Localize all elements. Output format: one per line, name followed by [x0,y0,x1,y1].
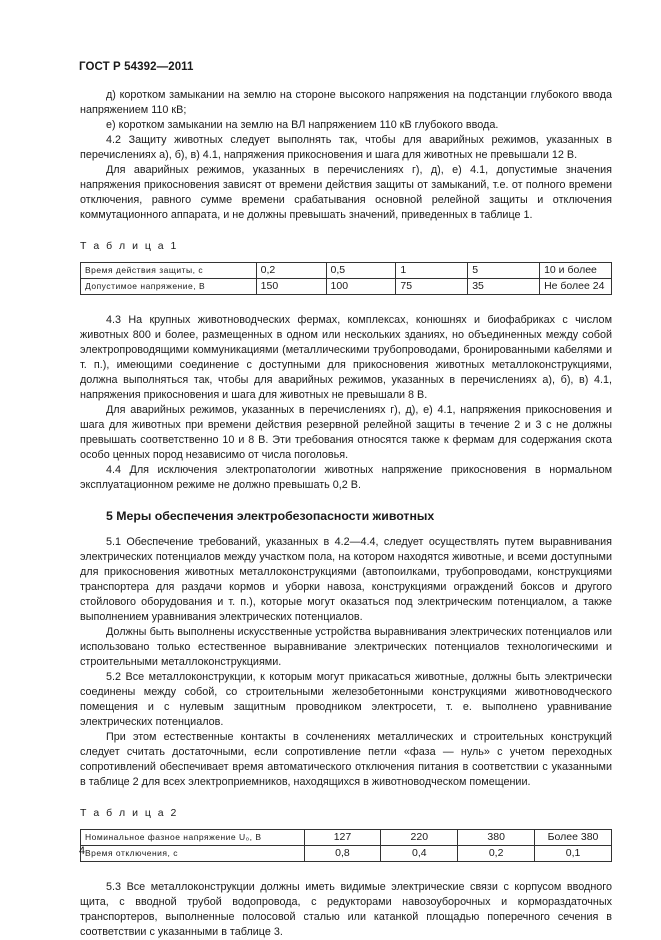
table-cell: 0,1 [535,846,612,862]
table-cell: 127 [304,830,381,846]
paragraph: Должны быть выполнены искусственные устройства выравнивания электрических потенциалов или использовано только естественное выравнивание электрических потенциалов технологическими и строительными металлоконструкциями. [80,626,612,668]
table-cell: 0,2 [458,846,535,862]
paragraph: Для аварийных режимов, указанных в перечислениях г), д), е) 4.1, допустимые значения напряжения прикосновения зависят от времени действия защиты от замыканий, т.е. от полного времени отключения, равного сумме времени срабатывания основной релейной защиты и отключения коммутационного аппарата, и не должны превышать значений, приведенных в таблице 1. [80,164,612,221]
paragraph: 5.2 Все металлоконструкции, к которым могут прикасаться животные, должны быть электрически соединены между собой, со строительными железобетонными конструкциями животноводческого помещения и с нулевым защитным проводником электросети, т. е. выполнено уравнивание электрических потенциалов. [80,671,612,728]
table-cell: 0,4 [381,846,458,862]
table-cell: 0,5 [326,263,396,279]
row-label: Время отключения, с [81,846,305,862]
paragraph: д) коротком замыкании на землю на стороне высокого напряжения на подстанции глубокого ввода напряжением 110 кВ; [80,89,612,116]
page-number: 4 [79,845,86,857]
paragraph: 5.3 Все металлоконструкции должны иметь видимые электрические связи с корпусом вводного щита, с вводной трубой водопровода, с редукторами навозоуборочных и кормораздаточных транспортеров, выполненные полосовой сталью или катанкой площадью поперечного сечения в соответствии с указанными в таблице 3. [80,881,612,938]
table-cell: 5 [468,263,540,279]
table-cell: 0,2 [256,263,326,279]
paragraph: 4.4 Для исключения электропатологии животных напряжение прикосновения в нормальном эксплуатационном режиме не должно превышать 0,2 В. [80,464,612,491]
table-cell: 220 [381,830,458,846]
document-body [80,88,612,940]
paragraph: 4.2 Защиту животных следует выполнять так, чтобы для аварийных режимов, указанных в перечислениях а), б), в) 4.1, напряжения прикосновения и шага для животных не превышали 12 В. [80,134,612,161]
table-cell: 75 [396,279,468,295]
paragraph: При этом естественные контакты в сочленениях металлических и строительных конструкций следует считать достаточными, если сопротивление петли «фаза — нуль» с учетом переходных сопротивлений обеспечивает время автоматического отключения питания в соответствии с указанными в таблице 2 для всех электроприемников, находящихся в животноводческом помещении. [80,731,612,788]
row-label: Время действия защиты, с [81,263,257,279]
table-row [81,846,612,862]
table-cell: 380 [458,830,535,846]
paragraph: е) коротком замыкании на землю на ВЛ напряжением 110 кВ глубокого ввода. [106,119,499,131]
row-label: Допустимое напряжение, В [81,279,257,295]
table-cell: Не более 24 [540,279,612,295]
table-cell: 0,8 [304,846,381,862]
table-cell: 100 [326,279,396,295]
document-header: ГОСТ Р 54392—2011 [79,61,194,73]
table1-caption: Т а б л и ц а 1 [80,240,179,252]
row-label: Номинальное фазное напряжение U₀, В [81,830,305,846]
paragraph: 5.1 Обеспечение требований, указанных в 4.2—4.4, следует осуществлять путем выравнивания электрических потенциалов между участком пола, на котором находятся животные, и всеми доступными для прикосновения животных металлоконструкциями (автопоилками, трубопроводами, конструкциями транспортера для раздачи кормов и уборки навоза, конструкциями ограждений боксов и другого стойлового оборудования и т. п.), которые могут оказаться под электрическим потенциалом, а также выполнением уравнивания электрических потенциалов. [80,536,612,623]
section-heading: 5 Меры обеспечения электробезопасности животных [106,509,435,523]
table-cell: Более 380 [535,830,612,846]
table2 [80,829,612,862]
paragraph: Для аварийных режимов, указанных в перечислениях г), д), е) 4.1, напряжения прикосновения и шага для животных при времени действия резервной релейной защиты в течение 2 и 3 с не должны превышать соответственно 10 и 8 В. Эти требования относятся также к фермам для содержания скота особо ценных пород независимо от числа поголовья. [80,404,612,461]
table2-caption: Т а б л и ц а 2 [80,807,179,819]
table-cell: 1 [396,263,468,279]
table-row [81,830,612,846]
table-cell: 150 [256,279,326,295]
table-cell: 35 [468,279,540,295]
paragraph: 4.3 На крупных животноводческих фермах, комплексах, конюшнях и биофабриках с числом животных 800 и более, размещенных в одном или нескольких зданиях, но объединенных между собой электропроводящими коммуникациями (металлическими трубопроводами, бронированными кабелями и т. п.), имеющими соединение с доступными для прикосновения животных металлоконструкциями, должна выполняться так, чтобы для аварийных режимов, указанных в перечислениях а), б), в) 4.1, напряжения прикосновения и шага для животных не превышали 8 В. [80,314,612,401]
table-row [81,263,612,279]
table1 [80,262,612,295]
table-cell: 10 и более [540,263,612,279]
table-row [81,279,612,295]
